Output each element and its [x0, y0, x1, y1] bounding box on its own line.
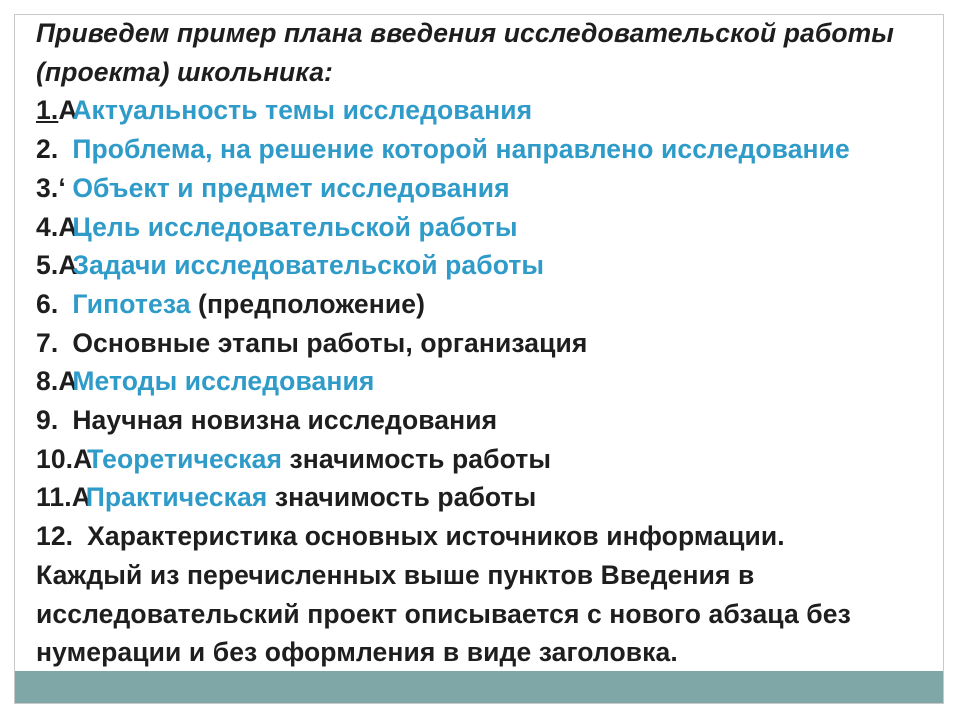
plan-item-number: 10. [36, 443, 74, 474]
plan-item-text: Характеристика основных источников информации. [87, 521, 785, 552]
plan-list [36, 91, 942, 555]
plan-item-marker: A [58, 250, 78, 281]
plan-item [36, 246, 942, 285]
plan-item [36, 478, 942, 517]
plan-item-number: 11. [36, 482, 72, 513]
plan-item-number: 3. [36, 172, 59, 203]
closing-paragraph [36, 556, 942, 672]
plan-item-number: 6. [36, 288, 59, 319]
plan-item-link[interactable]: Методы исследования [72, 366, 375, 397]
plan-item [36, 517, 942, 556]
plan-item-number: 2. [36, 134, 59, 165]
closing-line: исследовательский проект описывается с нового абзаца без [36, 598, 851, 629]
plan-item-link[interactable]: Объект и предмет исследования [72, 172, 510, 203]
plan-item [36, 91, 942, 130]
plan-item-link[interactable]: Цель исследовательской работы [72, 211, 518, 242]
plan-item-link[interactable]: Практическая [85, 482, 268, 513]
plan-item-text: значимость работы [282, 443, 552, 474]
plan-item-text: Научная новизна исследования [72, 405, 498, 436]
plan-item-number: 1. [36, 95, 59, 126]
plan-item-number: 5. [36, 250, 59, 281]
plan-item-link[interactable]: Теоретическая [87, 443, 283, 474]
plan-item-marker: A [58, 95, 78, 126]
closing-line: нумерации и без оформления в виде заголовка. [36, 637, 678, 668]
plan-item-marker: A [58, 211, 78, 242]
slide-content [36, 14, 942, 672]
plan-item [36, 285, 942, 324]
plan-item-number: 7. [36, 327, 59, 358]
plan-item-text: значимость работы [267, 482, 537, 513]
plan-item [36, 130, 942, 169]
intro-text: Приведем пример плана введения исследовательской работы (проекта) школьника: [36, 18, 895, 87]
plan-item-text: (предположение) [190, 288, 426, 319]
plan-item-link[interactable]: Актуальность темы исследования [72, 95, 533, 126]
plan-item [36, 208, 942, 247]
plan-item-number: 12. [36, 521, 74, 552]
plan-item-marker: A [58, 366, 78, 397]
plan-item [36, 362, 942, 401]
plan-item-number: 4. [36, 211, 59, 242]
plan-item [36, 401, 942, 440]
closing-line: Каждый из перечисленных выше пунктов Введения в [36, 559, 755, 590]
plan-item [36, 169, 942, 208]
plan-item-link[interactable]: Задачи исследовательской работы [72, 250, 545, 281]
plan-item-marker: A [73, 443, 93, 474]
footer-bar [15, 671, 943, 703]
plan-item-text: Основные этапы работы, организация [72, 327, 588, 358]
plan-item-link[interactable]: Гипотеза [72, 288, 191, 319]
plan-item [36, 440, 942, 479]
plan-item-marker: ʻ [58, 172, 66, 203]
plan-item-number: 8. [36, 366, 59, 397]
plan-item [36, 324, 942, 363]
plan-item-link[interactable]: Проблема, на решение которой направлено исследование [72, 134, 850, 165]
plan-item-marker: A [71, 482, 91, 513]
plan-item-number: 9. [36, 405, 59, 436]
